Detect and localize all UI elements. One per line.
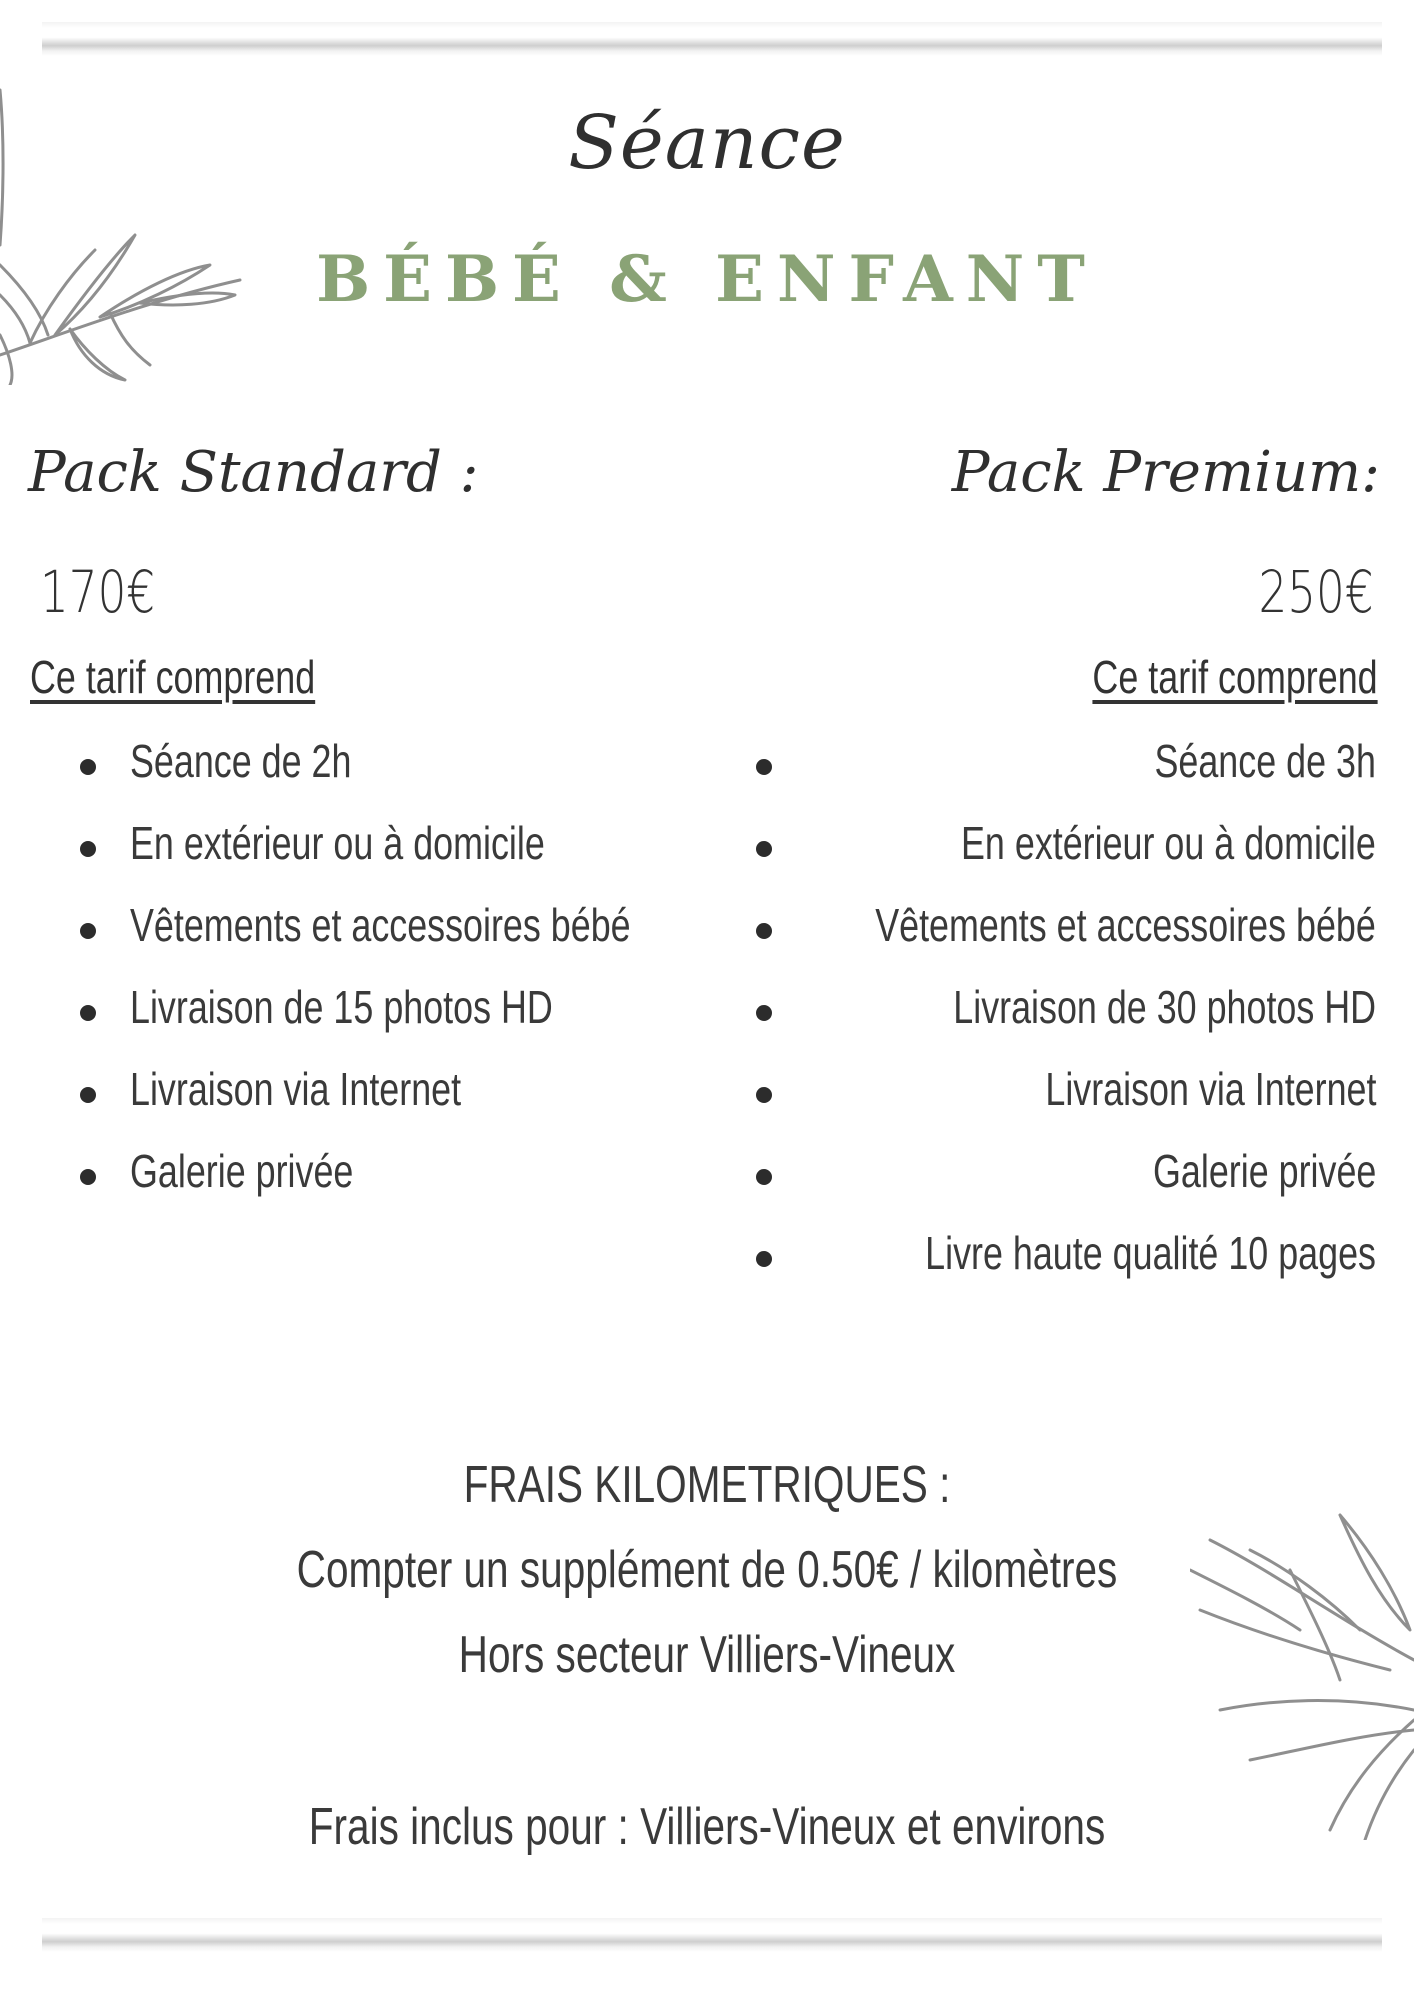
list-item: Livraison via Internet bbox=[80, 1056, 720, 1138]
title-script: Séance bbox=[568, 100, 846, 186]
list-item: Galerie privée bbox=[80, 1138, 720, 1220]
list-item: En extérieur ou à domicile bbox=[756, 810, 1376, 892]
page-title: BÉBÉ & ENFANT bbox=[316, 242, 1098, 317]
bullet-icon bbox=[80, 1005, 96, 1021]
bullet-icon bbox=[80, 1087, 96, 1103]
fees-out-of-area: Hors secteur Villiers-Vineux bbox=[458, 1626, 956, 1684]
top-border-bar bbox=[42, 22, 1382, 56]
pack-standard-price: 170€ bbox=[40, 558, 156, 626]
list-item: Livre haute qualité 10 pages bbox=[756, 1220, 1376, 1302]
list-item: Vêtements et accessoires bébé bbox=[80, 892, 720, 974]
list-item: Livraison de 15 photos HD bbox=[80, 974, 720, 1056]
bullet-icon bbox=[756, 1169, 772, 1185]
bullet-icon bbox=[756, 759, 772, 775]
pack-standard-features bbox=[80, 728, 720, 1220]
bottom-border-bar bbox=[42, 1918, 1382, 1952]
bullet-icon bbox=[756, 923, 772, 939]
pack-standard-title: Pack Standard : bbox=[28, 440, 479, 505]
list-item: Vêtements et accessoires bébé bbox=[756, 892, 1376, 974]
bullet-icon bbox=[80, 841, 96, 857]
bullet-icon bbox=[80, 923, 96, 939]
bullet-icon bbox=[756, 1251, 772, 1267]
list-item: Séance de 3h bbox=[756, 728, 1376, 810]
bullet-icon bbox=[756, 1005, 772, 1021]
pack-premium-price: 250€ bbox=[1258, 558, 1374, 626]
fees-supplement: Compter un supplément de 0.50€ / kilomètres bbox=[296, 1541, 1118, 1599]
bullet-icon bbox=[80, 1169, 96, 1185]
pack-standard-includes-label: Ce tarif comprend bbox=[30, 651, 316, 703]
list-item: Séance de 2h bbox=[80, 728, 720, 810]
list-item: En extérieur ou à domicile bbox=[80, 810, 720, 892]
pack-premium-includes-label: Ce tarif comprend bbox=[1092, 651, 1378, 703]
pack-premium-title: Pack Premium: bbox=[951, 440, 1380, 505]
pack-premium-features bbox=[756, 728, 1376, 1302]
fees-heading: FRAIS KILOMETRIQUES : bbox=[463, 1456, 951, 1514]
bullet-icon bbox=[756, 841, 772, 857]
fees-included: Frais inclus pour : Villiers-Vineux et environs bbox=[308, 1798, 1106, 1856]
bullet-icon bbox=[756, 1087, 772, 1103]
list-item: Galerie privée bbox=[756, 1138, 1376, 1220]
bullet-icon bbox=[80, 759, 96, 775]
list-item: Livraison via Internet bbox=[756, 1056, 1376, 1138]
list-item: Livraison de 30 photos HD bbox=[756, 974, 1376, 1056]
